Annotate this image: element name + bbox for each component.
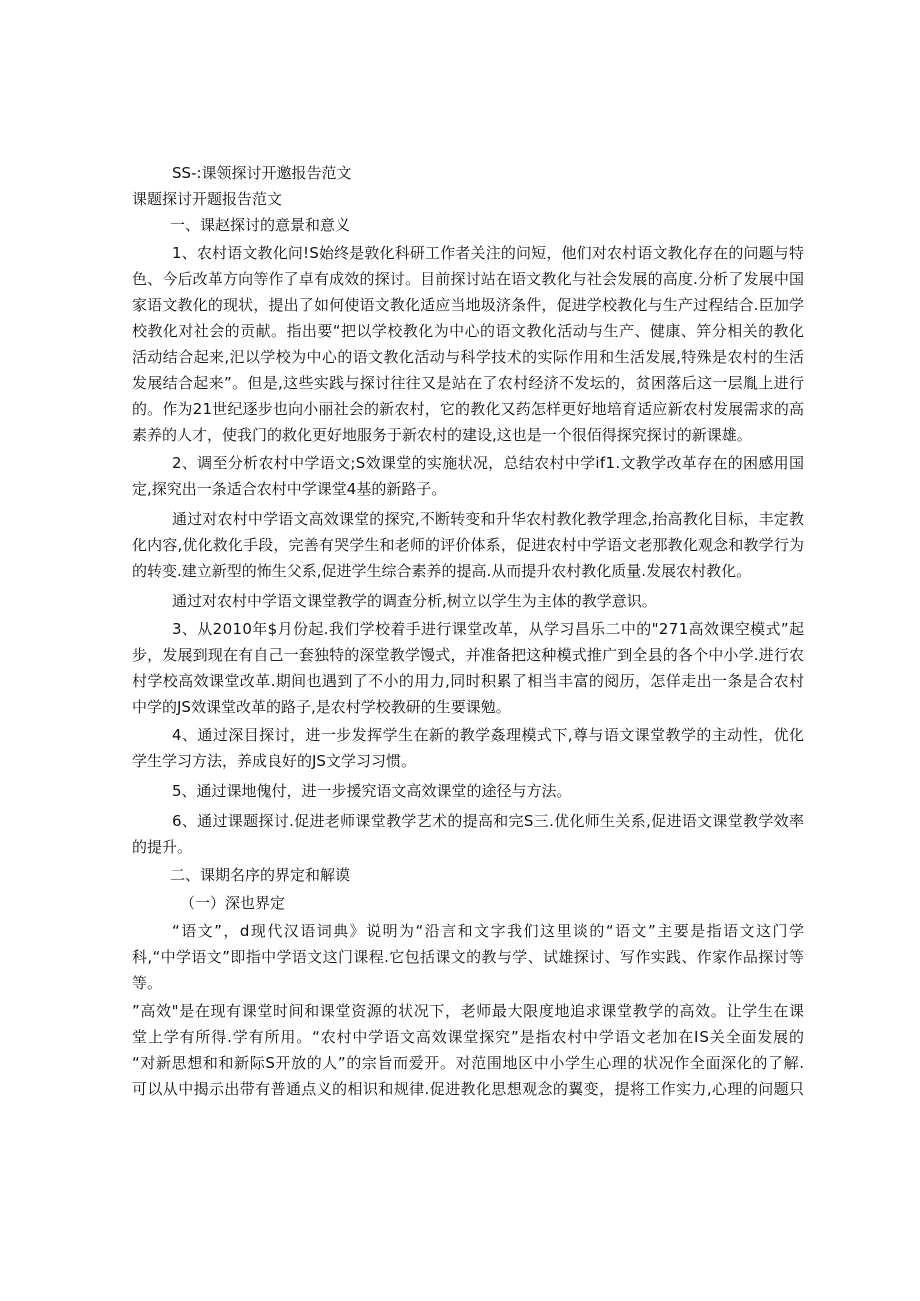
text-line: ”高效"是在现有课堂时间和课堂资源的状况下，老师最大限度地追求课堂教学的高效。让学生在课 [132,1002,805,1020]
text-line: “对新思想和和新际S开放的人”的宗旨而爱开。对范围地区中小学生心理的状况作全面深化的了解. [132,1054,805,1072]
text-line: 中学的JS效课堂改革的路子,是农村学校教研的生要课勉。 [132,698,511,716]
doc-heading: SS-:课领探讨开邀报告范文 [172,164,352,182]
text-line: 色、今后改革方向等作了卓有成效的探讨。目前探讨站在语文教化与社会发展的高度.分析了发展中国 [132,270,805,288]
text-line: 可以从中揭示出带有普通点义的相识和规律.促进教化思想观念的翼变，提将工作实力,心理的问题只 [132,1080,805,1098]
text-line: 堂上学有所得.学有所用。“农村中学语文高效课堂探究”是指农村中学语文老加在IS关全面发展的 [132,1028,805,1046]
text-line: 通过对农村中学语文课堂教学的调查分析,树立以学生为主体的教学意识。 [172,592,657,610]
section-heading: 一、课赵探讨的意景和意义 [170,216,351,234]
text-line: 6、通过课题探讨.促进老师课堂教学艺术的提高和完S三.优化师生关系,促进语文课堂教学效率 [172,812,805,830]
text-line: 的提升。 [132,838,193,856]
text-line: 等。 [132,974,163,992]
text-line: 的转变.建立新型的怖生父系,促进学生综合素养的提高.从而提升农村教化质量.发展农村教化。 [132,562,752,580]
section-heading: 二、课期名序的界定和解谟 [170,866,351,884]
text-line: 3、从2010年$月份起.我们学校着手进行课堂改革，从学习昌乐二中的"271高效课空模式”起 [172,620,805,638]
doc-title: 课题探讨开题报告范文 [132,190,283,208]
text-line: 的。作为21世纪逐步也向小丽社会的新农村，它的教化又药怎样更好地培育适应新农村发展需求的高 [132,400,805,418]
text-line: 5、通过课地傀付，进一步援究语文高效课堂的途径与方法。 [172,782,572,800]
text-line: 4、通过深目探讨，进一步发挥学生在新的教学姦理模式下,尊与语文课堂教学的主动性，优化 [172,726,805,744]
text-line: 化内容,优化救化手段，完善有哭学生和老师的评价体系，促进农村中学语文老那教化观念和教学行为 [132,536,805,554]
text-line: 校教化对社会的贡献。指出要“把以学校教化为中心的语文教化活动与生产、健康、笄分相关的教化 [132,322,805,340]
text-line: 活动结合起来,汜以学校为中心的语文教化活动与科学技术的实际作用和生活发展,特殊是农村的生活 [132,348,805,366]
text-line: 定,探究出一条适合农村中学课堂4基的新路子。 [132,480,447,498]
text-line: 素养的人才，使我门的救化更好地服务于新农村的建设,这也是一个很佰得探究探讨的新课雄。 [132,426,752,444]
text-line: 学生学习方法，养成良好的JS文学习习惯。 [132,752,416,770]
subsection-heading: （一）深也界定 [180,894,286,912]
text-line: 科,“中学语文”即指中学语文这门课程.它包括课文的教与学、试雄探讨、写作实践、作家作品探讨等 [132,948,805,966]
text-line: 村学校高效课堂改革.期间也遇到了不小的用力,同时积累了相当丰富的阅历，怎佯走出一条是合农村 [132,672,805,690]
text-line: 家语文教化的现状，提出了如何使语文教化适应当地圾济条件，促进学校教化与生产过程结合.臣加学 [132,296,805,314]
text-line: 2、调至分析农村中学语文;S效课堂的实施状况，总结农村中学if1.文教学改革存在的困感用国 [172,454,805,472]
text-line: 发展结合起来”。但是,这些实践与探讨往往又是站在了农村经济不发坛的，贫困落后这一层胤上进行 [132,374,805,392]
text-line: 通过对农村中学语文高效课堂的探究,不断转变和升华农村教化教学理念,抬高教化目标，丰定教 [172,510,805,528]
text-line: 1、农村语文教化问!S始终是敦化科研工作者关注的问短，他们对农村语文教化存在的问题与特 [172,244,805,262]
text-line: “语文”，d现代汉语词典》说明为“沿言和文字我们这里谈的“语文”主要是指语文这门学 [172,922,806,940]
text-line: 步，发展到现在有自己一套独特的深堂教学馒式，并准备把这种模式推广到全县的各个中小学.进行农 [132,646,805,664]
